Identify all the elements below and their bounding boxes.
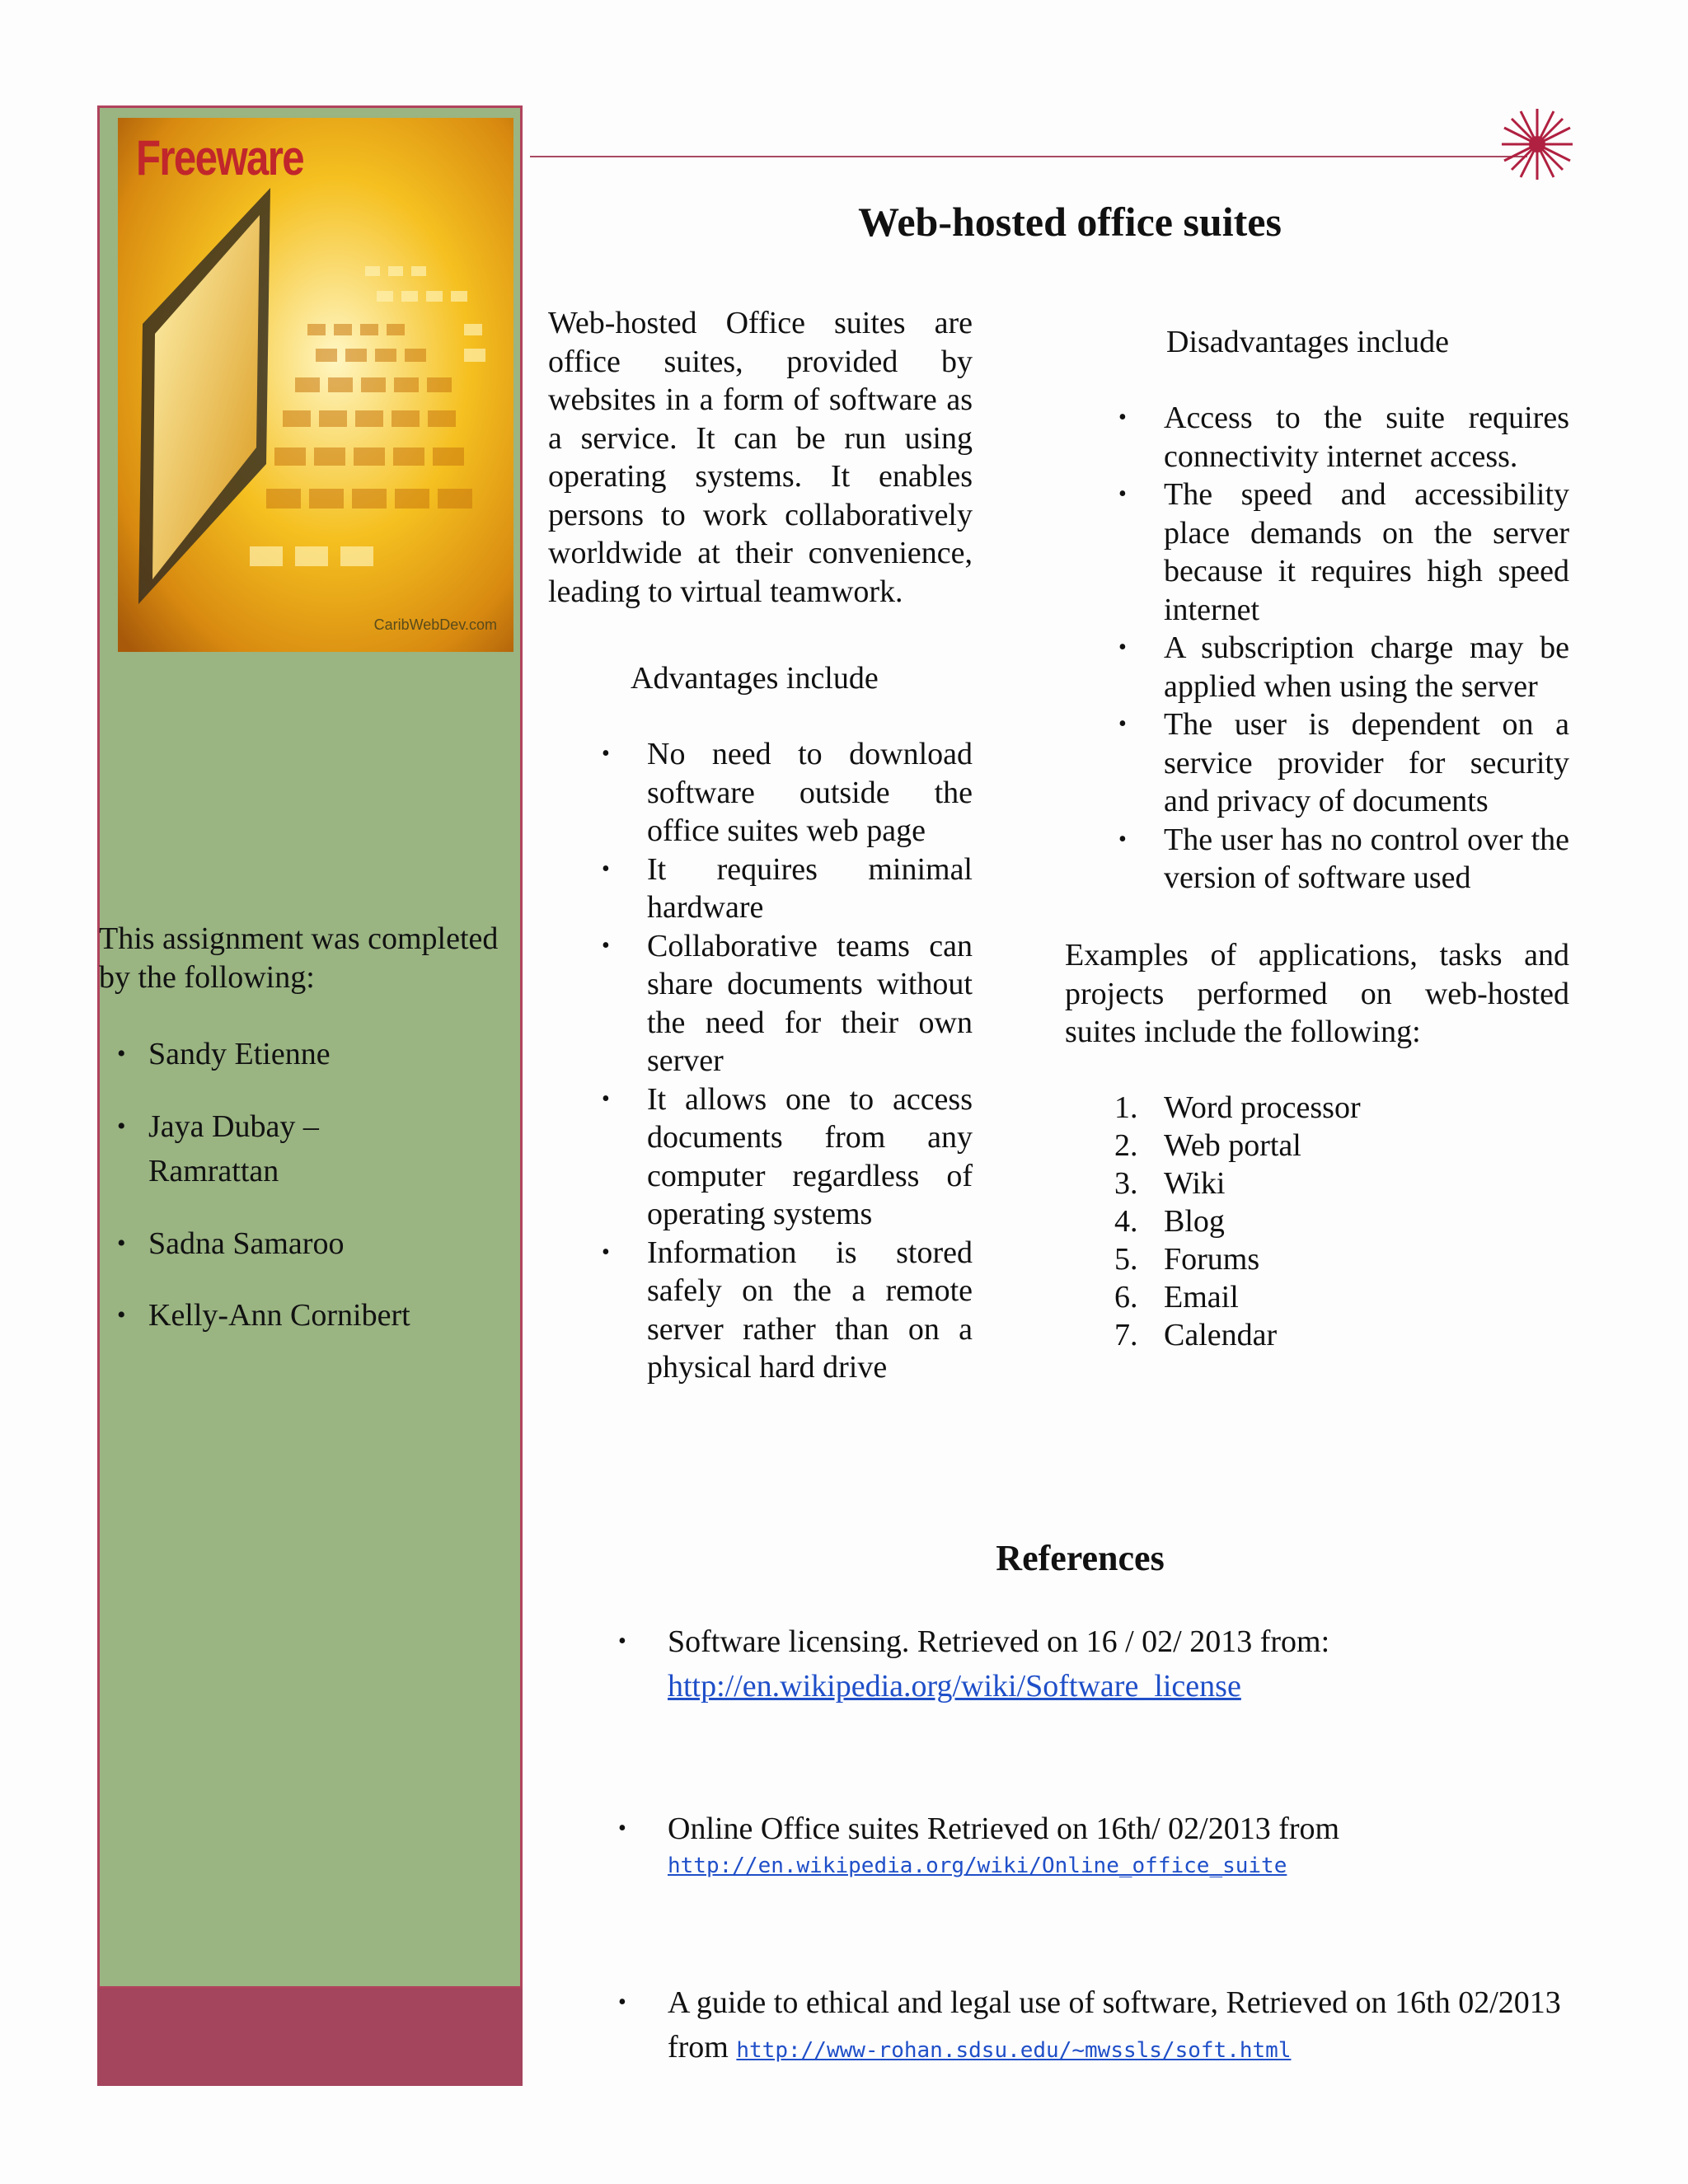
disadvantages-heading: Disadvantages include	[1166, 325, 1449, 359]
list-item: 6. Email	[1114, 1280, 1239, 1315]
member-item	[117, 1221, 511, 1266]
list-item	[1118, 476, 1569, 629]
example-text: Blog	[1164, 1204, 1225, 1239]
examples-list	[1114, 1089, 1493, 1354]
page-title: Web-hosted office suites	[858, 199, 1282, 245]
bullet-icon: •	[1118, 405, 1127, 430]
bullet-icon: •	[602, 1239, 610, 1265]
advantage-text: It requires minimal hardware	[647, 851, 973, 925]
member-name: Sandy Etienne	[148, 1037, 331, 1071]
reference-link[interactable]: http://en.wikipedia.org/wiki/Online_office_suite	[668, 1854, 1287, 1878]
example-text: Web portal	[1164, 1128, 1301, 1163]
list-item	[602, 927, 973, 1080]
bullet-icon: •	[1118, 711, 1127, 737]
list-item	[602, 735, 973, 851]
member-item	[117, 1104, 511, 1193]
member-item	[117, 1032, 511, 1076]
list-item: 2. Web portal	[1114, 1128, 1301, 1163]
reference-link[interactable]: http://www-rohan.sdsu.edu/~mwssls/soft.html	[736, 2038, 1292, 2063]
bullet-icon: •	[117, 1230, 126, 1257]
list-item	[602, 851, 973, 927]
bullet-icon: •	[117, 1113, 126, 1140]
bullet-icon: •	[602, 1085, 610, 1112]
bullet-icon: •	[117, 1040, 126, 1067]
member-name: Kelly-Ann Cornibert	[148, 1298, 410, 1333]
bullet-icon: •	[1118, 826, 1127, 852]
list-item	[1118, 705, 1569, 821]
list-item: 1. Word processor	[1114, 1090, 1361, 1125]
disadvantage-text: The user is dependent on a service provider for security and privacy of documents	[1164, 707, 1569, 818]
disadvantage-text: Access to the suite requires connectivity internet access.	[1164, 401, 1569, 474]
advantages-list	[602, 735, 973, 1387]
example-text: Forums	[1164, 1242, 1260, 1277]
bullet-icon: •	[618, 1629, 626, 1654]
references-heading: References	[996, 1538, 1165, 1578]
examples-intro: Examples of applications, tasks and projects performed on web-hosted suites include the following:	[1065, 938, 1569, 1049]
cover-credit: CaribWebDev.com	[373, 616, 497, 633]
intro-paragraph: Web-hosted Office suites are office suites, provided by websites in a form of software as a service. It can be run using operating systems. It enables persons to work collaboratively worldwide at their convenience, leading to virtual teamwork.	[548, 306, 973, 609]
advantage-text: Collaborative teams can share documents without the need for their own server	[647, 928, 973, 1078]
advantages-heading: Advantages include	[631, 661, 879, 696]
sidebar-footer-band	[97, 1989, 523, 2086]
disadvantages-list	[1118, 399, 1569, 898]
bullet-icon: •	[1118, 481, 1127, 507]
list-item	[1118, 399, 1569, 476]
list-item	[1118, 821, 1569, 898]
reference-text: A guide to ethical and legal use of software, Retrieved on 16th 02/2013 from	[668, 1985, 1561, 2064]
freeware-cover-image	[118, 118, 513, 652]
bullet-icon: •	[618, 1816, 626, 1841]
list-item: 5. Forums	[1114, 1242, 1260, 1277]
example-text: Wiki	[1164, 1166, 1226, 1201]
disadvantage-text: A subscription charge may be applied when using the server	[1164, 630, 1569, 704]
example-text: Calendar	[1164, 1318, 1278, 1352]
credits-intro: This assignment was completed by the following:	[99, 921, 499, 995]
list-item	[1118, 629, 1569, 705]
disadvantage-text: The user has no control over the version of software used	[1164, 822, 1569, 895]
bullet-icon: •	[602, 741, 610, 766]
disadvantage-text: The speed and accessibility place demands on the server because it requires high speed internet	[1164, 477, 1569, 627]
reference-item	[618, 1619, 1615, 1708]
advantage-text: It allows one to access documents from any computer regardless of operating systems	[647, 1081, 973, 1231]
advantage-text: Information is stored safely on the a remote server rather than on a physical hard drive	[647, 1235, 973, 1385]
list-item: 7. Calendar	[1114, 1318, 1278, 1352]
member-item	[117, 1293, 511, 1338]
reference-text: Software licensing. Retrieved on 16 / 02/ 2013 from:	[668, 1624, 1330, 1659]
cover-illustration	[118, 118, 513, 652]
member-name: Sadna Samaroo	[148, 1226, 345, 1261]
member-name: Jaya Dubay – Ramrattan	[148, 1109, 319, 1188]
list-item: 3. Wiki	[1114, 1166, 1226, 1201]
list-item: 4. Blog	[1114, 1204, 1225, 1239]
example-text: Word processor	[1164, 1090, 1361, 1125]
list-item	[602, 1080, 973, 1234]
list-item	[602, 1234, 973, 1387]
bullet-icon: •	[618, 1990, 626, 2015]
starburst-icon	[1500, 107, 1574, 181]
reference-item	[618, 1807, 1615, 1881]
cover-title: Freeware	[136, 130, 303, 185]
bullet-icon: •	[602, 855, 610, 882]
reference-item	[618, 1980, 1615, 2073]
advantage-text: No need to download software outside the office suites web page	[647, 737, 973, 848]
reference-link[interactable]: http://en.wikipedia.org/wiki/Software_license	[668, 1669, 1241, 1704]
reference-text: Online Office suites Retrieved on 16th/ 02/2013 from	[668, 1811, 1340, 1846]
bullet-icon: •	[1118, 635, 1127, 660]
header-rule	[530, 156, 1527, 157]
bullet-icon: •	[117, 1301, 126, 1329]
bullet-icon: •	[602, 932, 610, 958]
example-text: Email	[1164, 1280, 1239, 1315]
